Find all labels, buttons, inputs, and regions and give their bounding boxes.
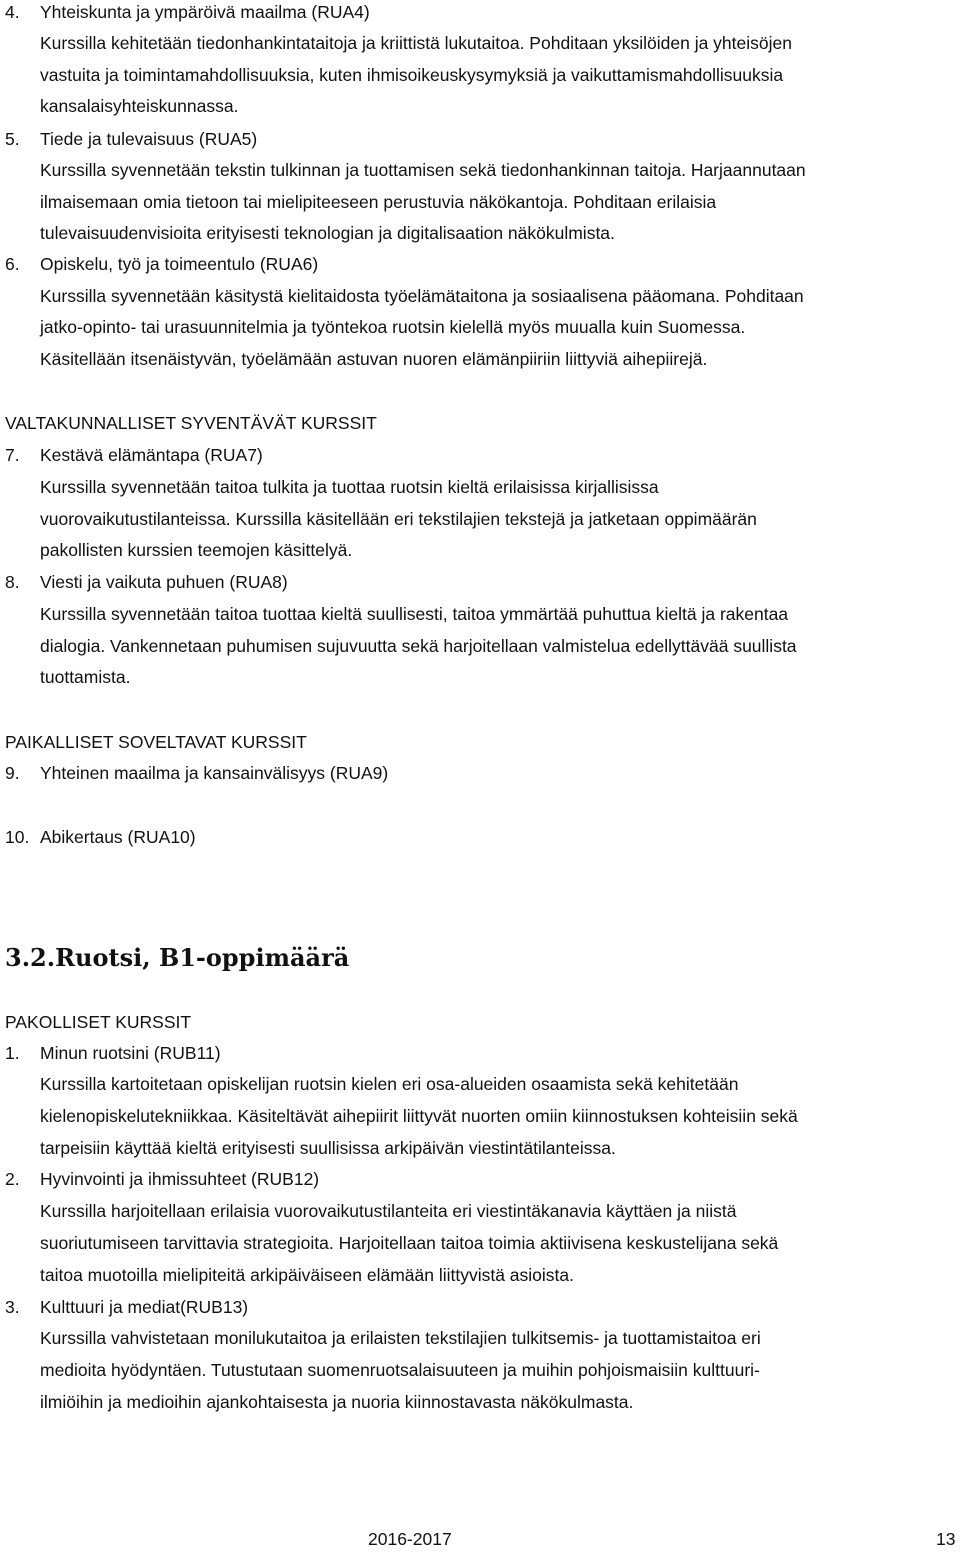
section-5-line: tulevaisuudenvisioita erityisesti teknologian ja digitalisaation näkökulmista. <box>40 223 615 243</box>
section-number: 5. <box>5 129 20 149</box>
chapter-title: 3.2.Ruotsi, B1-oppimäärä <box>5 943 350 972</box>
section-title: Hyvinvointi ja ihmissuhteet (RUB12) <box>40 1169 320 1189</box>
course-1-line: kielenopiskelutekniikkaa. Käsiteltävät aihepiirit liittyvät nuorten omiin kiinnostuksen kohteisiin sekä <box>40 1106 798 1126</box>
page-number: 13 <box>936 1529 956 1549</box>
section-7-line: pakollisten kurssien teemojen käsittelyä. <box>40 540 353 560</box>
section-4-line: kansalaisyhteiskunnassa. <box>40 96 239 116</box>
course-1-title <box>0 1038 960 1069</box>
section-title: Abikertaus (RUA10) <box>40 827 196 847</box>
section-5-line: ilmaisemaan omia tietoon tai mielipiteeseen perustuvia näkökantoja. Pohditaan erilaisia <box>40 192 717 212</box>
paikalliset-heading: PAIKALLISET SOVELTAVAT KURSSIT <box>5 732 307 752</box>
section-7-line: Kurssilla syvennetään taitoa tulkita ja tuottaa ruotsin kieltä erilaisissa kirjallisissa <box>40 477 659 497</box>
section-4-line: Kurssilla kehitetään tiedonhankintataitoja ja kriittistä lukutaitoa. Pohditaan yksilöiden ja yhteisöjen <box>40 33 792 53</box>
section-10-title <box>0 822 960 853</box>
section-number: 2. <box>5 1169 20 1189</box>
section-title: Yhteiskunta ja ympäröivä maailma (RUA4) <box>40 2 370 22</box>
valtakunnalliset-heading: VALTAKUNNALLISET SYVENTÄVÄT KURSSIT <box>5 413 377 433</box>
section-title: Kulttuuri ja mediat(RUB13) <box>40 1297 249 1317</box>
course-2-title <box>0 1164 960 1195</box>
section-number: 8. <box>5 572 20 592</box>
section-6-line: jatko-opinto- tai urasuunnitelmia ja työntekoa ruotsin kielellä myös muualla kuin Suomessa. <box>40 317 746 337</box>
course-3-line: ilmiöihin ja medioihin ajankohtaisesta ja nuoria kiinnostavasta näkökulmasta. <box>40 1392 634 1412</box>
section-title: Kestävä elämäntapa (RUA7) <box>40 445 263 465</box>
pakolliset-heading: PAKOLLISET KURSSIT <box>5 1012 192 1032</box>
section-number: 7. <box>5 445 20 465</box>
course-3-line: Kurssilla vahvistetaan monilukutaitoa ja erilaisten tekstilajien tulkitsemis- ja tuottamistaitoa eri <box>40 1328 761 1348</box>
section-8-line: dialogia. Vankennetaan puhumisen sujuvuutta sekä harjoitellaan valmistelua edellyttävää suullista <box>40 636 797 656</box>
section-8-line: tuottamista. <box>40 667 131 687</box>
section-4-line: vastuita ja toimintamahdollisuuksia, kuten ihmisoikeuskysymyksiä ja vaikuttamismahdollisuuksia <box>40 65 784 85</box>
course-1-line: Kurssilla kartoitetaan opiskelijan ruotsin kielen eri osa-alueiden osaamista sekä kehitetään <box>40 1074 739 1094</box>
section-title: Yhteinen maailma ja kansainvälisyys (RUA9) <box>40 763 389 783</box>
section-9-title <box>0 758 960 789</box>
section-number: 1. <box>5 1043 20 1063</box>
course-2-line: suoriutumiseen tarvittavia strategioita. Harjoitellaan taitoa toimia aktiivisena keskustelijana sekä <box>40 1233 779 1253</box>
section-6-line: Käsitellään itsenäistyvän, työelämään astuvan nuoren elämänpiiriin liittyviä aihepiirejä. <box>40 349 708 369</box>
section-number: 9. <box>5 763 20 783</box>
section-5-line: Kurssilla syvennetään tekstin tulkinnan ja tuottamisen sekä tiedonhankinnan taitoja. Harjaannutaan <box>40 160 806 180</box>
section-number: 10. <box>5 827 30 847</box>
section-title: Tiede ja tulevaisuus (RUA5) <box>40 129 258 149</box>
section-title: Opiskelu, työ ja toimeentulo (RUA6) <box>40 254 319 274</box>
section-7-title <box>0 440 960 471</box>
section-6-title <box>0 249 960 280</box>
section-number: 4. <box>5 2 20 22</box>
section-number: 3. <box>5 1297 20 1317</box>
section-7-line: vuorovaikutustilanteissa. Kurssilla käsitellään eri tekstilajien tekstejä ja jatketaan oppimäärän <box>40 509 757 529</box>
section-8-line: Kurssilla syvennetään taitoa tuottaa kieltä suullisesti, taitoa ymmärtää puhuttua kieltä ja rakentaa <box>40 604 789 624</box>
course-3-line: medioita hyödyntäen. Tutustutaan suomenruotsalaisuuteen ja muihin pohjoismaisiin kulttuuri- <box>40 1360 760 1380</box>
section-8-title <box>0 567 960 598</box>
course-1-line: tarpeisiin käyttää kieltä erityisesti suullisissa arkipäivän viestintätilanteissa. <box>40 1138 616 1158</box>
section-5-title <box>0 124 960 155</box>
section-number: 6. <box>5 254 20 274</box>
section-title: Viesti ja vaikuta puhuen (RUA8) <box>40 572 288 592</box>
course-3-title <box>0 1292 960 1323</box>
section-title: Minun ruotsini (RUB11) <box>40 1043 221 1063</box>
section-4-title <box>0 0 960 28</box>
section-6-line: Kurssilla syvennetään käsitystä kielitaidosta työelämätaitona ja sosiaalisena pääomana. Pohditaan <box>40 286 804 306</box>
course-2-line: taitoa muotoilla mielipiteitä arkipäiväiseen elämään liittyvistä asioista. <box>40 1265 575 1285</box>
course-2-line: Kurssilla harjoitellaan erilaisia vuorovaikutustilanteita eri viestintäkanavia käyttäen ja niistä <box>40 1201 737 1221</box>
footer-year: 2016-2017 <box>368 1529 452 1549</box>
